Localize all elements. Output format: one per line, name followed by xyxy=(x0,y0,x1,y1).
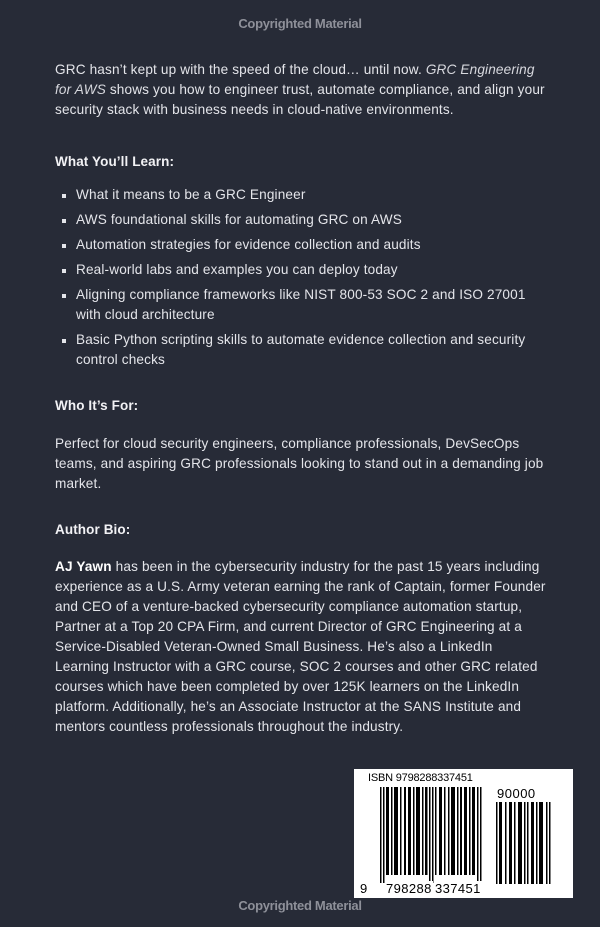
learn-heading: What You’ll Learn: xyxy=(55,154,175,169)
copyright-watermark-bottom: Copyrighted Material xyxy=(238,898,362,913)
author-bio-text: has been in the cybersecurity industry for the past 15 years including experience as a U.S. Army veteran earning the rank of Captain, former Founder and CEO of a venture-backed cybersecurity compliance automation startup, Partner at a Top 20 CPA Firm, and current Director of GRC Engineering at a Service-Disabled Veteran-Owned Small Business. He’s also a LinkedIn Learning Instructor with a GRC course, SOC 2 courses and other GRC related courses which have been completed by over 125K learners on the LinkedIn platform. Additionally, he’s an Associate Instructor at the SANS Institute and mentors countless professionals throughout the industry. xyxy=(55,559,546,734)
isbn-barcode xyxy=(354,769,573,898)
barcode-digits-left: 798288 xyxy=(386,881,432,896)
list-item: Real-world labs and examples you can deploy today xyxy=(76,260,550,280)
barcode-digits-right: 337451 xyxy=(435,881,481,896)
list-item: Automation strategies for evidence collection and audits xyxy=(76,235,550,255)
addon-barcode-bars-icon xyxy=(496,802,552,884)
intro-text-after: shows you how to engineer trust, automate compliance, and align your security stack with business needs in cloud-native environments. xyxy=(55,82,545,117)
isbn-label: ISBN 9798288337451 xyxy=(368,772,473,784)
back-cover-content xyxy=(55,60,550,737)
learn-list xyxy=(55,185,550,370)
audience-heading: Who It’s For: xyxy=(55,398,139,413)
list-item: What it means to be a GRC Engineer xyxy=(76,185,550,205)
list-item: Aligning compliance frameworks like NIST 800-53 SOC 2 and ISO 27001 with cloud architecture xyxy=(76,285,550,325)
barcode-lead-digit: 9 xyxy=(360,881,368,896)
barcode-bars-icon xyxy=(380,787,482,883)
author-name: AJ Yawn xyxy=(55,559,112,574)
intro-text-before: GRC hasn’t kept up with the speed of the cloud… until now. xyxy=(55,62,426,77)
book-title: GRC Engineering for AWS xyxy=(55,62,535,97)
author-bio-paragraph xyxy=(55,557,550,737)
list-item: AWS foundational skills for automating GRC on AWS xyxy=(76,210,550,230)
price-code: 90000 xyxy=(497,786,536,801)
list-item: Basic Python scripting skills to automate evidence collection and security control checks xyxy=(76,330,550,370)
author-heading: Author Bio: xyxy=(55,522,131,537)
intro-paragraph xyxy=(55,60,550,120)
audience-paragraph: Perfect for cloud security engineers, compliance professionals, DevSecOps teams, and aspiring GRC professionals looking to stand out in a demanding job market. xyxy=(55,436,544,491)
copyright-watermark-top: Copyrighted Material xyxy=(238,16,362,31)
